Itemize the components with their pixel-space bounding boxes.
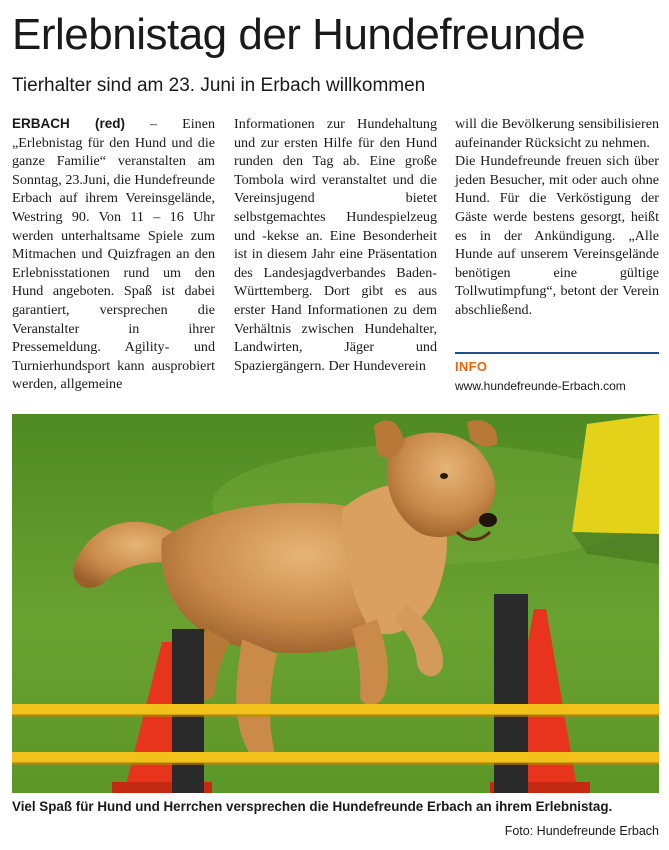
info-label: INFO — [455, 359, 488, 374]
info-url-link[interactable]: www.hundefreunde-Erbach.com — [455, 379, 626, 393]
hurdle-bar-upper — [12, 704, 659, 715]
dog-eye — [440, 473, 448, 479]
hurdle-bar-lower — [12, 752, 659, 763]
info-divider — [455, 352, 659, 354]
photo-caption: Viel Spaß für Hund und Herrchen versprechen die Hundefreunde Erbach an ihrem Erlebnistag. — [12, 799, 613, 814]
dateline: ERBACH (red) — [12, 116, 126, 131]
article-column-1 — [12, 115, 215, 394]
column-3-paragraph-1: will die Bevölkerung sensibilisieren aufeinander Rücksicht zu nehmen. — [455, 116, 659, 151]
dog-nose — [479, 513, 497, 527]
column-1-text: – Einen „Erlebnistag für den Hund und die ganze Familie“ veranstalten am Sonntag, 23.Juni, die Hundefreunde Erbach auf ihrem Vereinsgelände, Westring 90. Von 11 – 16 Uhr werden unterhaltsame Spiele zum Mitmachen und Quizfragen an den Erlebnisstationen rund um den Hund angeboten. Spaß ist dabei garantiert, versprechen die Veranstalter in ihrer Pressemeldung. Agility- und Turnierhundsport kann ausprobiert werden, allgemeine — [12, 116, 215, 393]
column-2-text: Informationen zur Hundehaltung und zur ersten Hilfe für den Hund runden den Tag ab. Eine große Tombola wird veranstaltet und die Vereinsjugend bietet selbstgemachtes Hundespielzeug und -kekse an. Eine Besonderheit ist in diesem Jahr eine Präsentation des Landesjagdverbandes Baden-Württemberg. Dort gibt es aus erster Hand Informationen zu dem Verhältnis zwischen Hundehalter, Landwirten, Jäger und Spaziergängern. Der Hundeverein — [234, 116, 437, 374]
article-column-3 — [455, 115, 659, 320]
hurdle-bar-upper-shadow — [12, 714, 659, 717]
headline: Erlebnistag der Hundefreunde — [12, 10, 586, 59]
article-column-2 — [234, 115, 437, 375]
column-1-paragraph — [12, 115, 215, 394]
subheadline: Tierhalter sind am 23. Juni in Erbach willkommen — [12, 75, 426, 96]
dog-agility-photo — [12, 414, 659, 793]
column-3-paragraph-2: Die Hundefreunde freuen sich über jeden Besucher, mit oder auch ohne Hund. Für die Verköstigung der Gäste werde bestens gesorgt, heißt es in der Ankündigung. „Alle Hunde auf unserem Vereinsgelände benötigen eine gültige Tollwutimpfung“, betont der Verein abschließend. — [455, 153, 659, 318]
photo-credit: Foto: Hundefreunde Erbach — [504, 824, 659, 838]
hurdle-bar-lower-shadow — [12, 762, 659, 765]
